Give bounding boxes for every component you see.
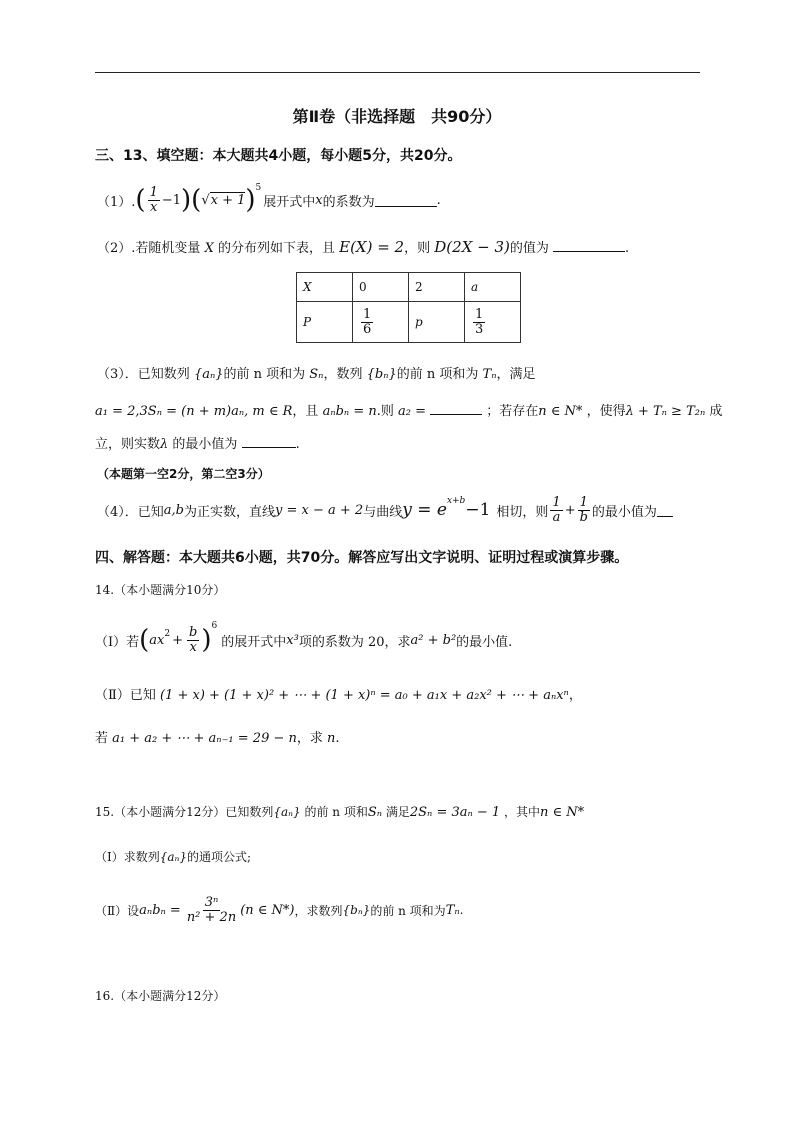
sqrt-sign: √ <box>201 192 210 208</box>
table-cell: 0 <box>353 273 409 302</box>
q1-number: （1）. <box>97 194 136 210</box>
table-row <box>297 273 521 302</box>
q3-answer-blank-2[interactable] <box>242 435 296 448</box>
table-cell: X <box>297 273 353 302</box>
table-cell: p <box>409 302 465 343</box>
q4: （4）． 已知 a,b 为正实数，直线 y = x − a + 2 与曲线 y = e $^{x+b}$ −1 相切，则 $\frac{1}{a}$ + $\frac{1}{b}$ 的最小值为 <box>97 490 673 530</box>
q1: （1）. ( $\frac{1}{x}$ −1 )( √ x + 1 ) $^5$ 展开式中 x 的系数为 . <box>97 183 441 215</box>
q1-minus-one: −1 <box>161 192 182 208</box>
paren-open: ( <box>135 185 146 215</box>
table-cell: $\frac{1}{3}$ <box>465 302 521 343</box>
table-cell: $\frac{1}{6}$ <box>353 302 409 343</box>
q14-title: 14.（本小题满分10分） <box>95 583 226 597</box>
table-cell: a <box>465 273 521 302</box>
section3-header: 三、13、填空题：本大题共4小题，每小题5分，共20分。 <box>95 148 462 164</box>
q15-part1: （Ⅰ）求数列{aₙ}的通项公式; <box>95 850 252 864</box>
q2-answer-blank[interactable] <box>553 239 625 252</box>
q14-part2: （Ⅱ）已知 (1 + x) + (1 + x)² + ⋯ + (1 + x)ⁿ = a₀ + a₁x + a₂x² + ⋯ + aₙxⁿ， <box>95 688 582 703</box>
q1-sqrt-expr: x + 1 <box>210 193 246 208</box>
q4-answer-blank[interactable] <box>657 504 673 517</box>
top-divider <box>95 72 700 73</box>
q1-fraction: $\frac{1}{x}$ <box>149 184 158 215</box>
q2-expression: D(2X − 3) <box>434 238 510 256</box>
section4-header: 四、解答题：本大题共6小题，共70分。解答应写出文字说明、证明过程或演算步骤。 <box>95 550 629 566</box>
q16-title: 16.（本小题满分12分） <box>95 989 226 1003</box>
q3-answer-blank-1[interactable] <box>430 402 482 415</box>
q1-answer-blank[interactable] <box>375 194 437 207</box>
q15-title: 15.（本小题满分12分）已知数列{aₙ} 的前 n 项和Sₙ 满足2Sₙ = 3aₙ − 1 ，其中n ∈ N* <box>95 805 585 820</box>
scoring-note: （本题第一空2分，第二空3分） <box>97 467 270 481</box>
q1-text: 展开式中 <box>263 194 316 210</box>
page-title: 第Ⅱ卷（非选择题 共90分） <box>292 107 502 126</box>
q3-line1: （3）．已知数列 {aₙ}的前 n 项和为 Sₙ，数列 {bₙ}的前 n 项和为 Tₙ，满足 <box>97 367 536 382</box>
q15-part2: （Ⅱ）设 aₙbₙ = $\frac{\text{3ⁿ}}{\text{n² + 2n}}$ (n ∈ N*) ，求数列 {bₙ} 的前 n 项和为 Tₙ . <box>95 894 464 925</box>
q2-condition: E(X) = 2 <box>339 238 405 256</box>
q14-part3: 若 a₁ + a₂ + ⋯ + aₙ₋₁ = 29 − n，求 n. <box>95 731 340 746</box>
table-cell: 2 <box>409 273 465 302</box>
q3-line3: 立，则实数λ 的最小值为 . <box>95 437 300 452</box>
q2: （2）.若随机变量 X 的分布列如下表，且 E(X) = 2，则 D(2X − 3)的值为 . <box>97 238 630 256</box>
distribution-table <box>296 272 521 343</box>
q3-line2: a₁ = 2,3Sₙ = (n + m)aₙ, m ∈ R，且 aₙbₙ = n.则 a₂ = ；若存在n ∈ N* ，使得λ + Tₙ ≥ T₂ₙ 成 <box>95 404 723 419</box>
table-cell: P <box>297 302 353 343</box>
q14-part1: （Ⅰ）若 ( ax $^2$ + $\frac{b}{x}$ ) $^6$ 的展开式中 x³ 项的系数为 20，求 a² + b² 的最小值. <box>95 621 513 655</box>
table-row <box>297 302 521 343</box>
